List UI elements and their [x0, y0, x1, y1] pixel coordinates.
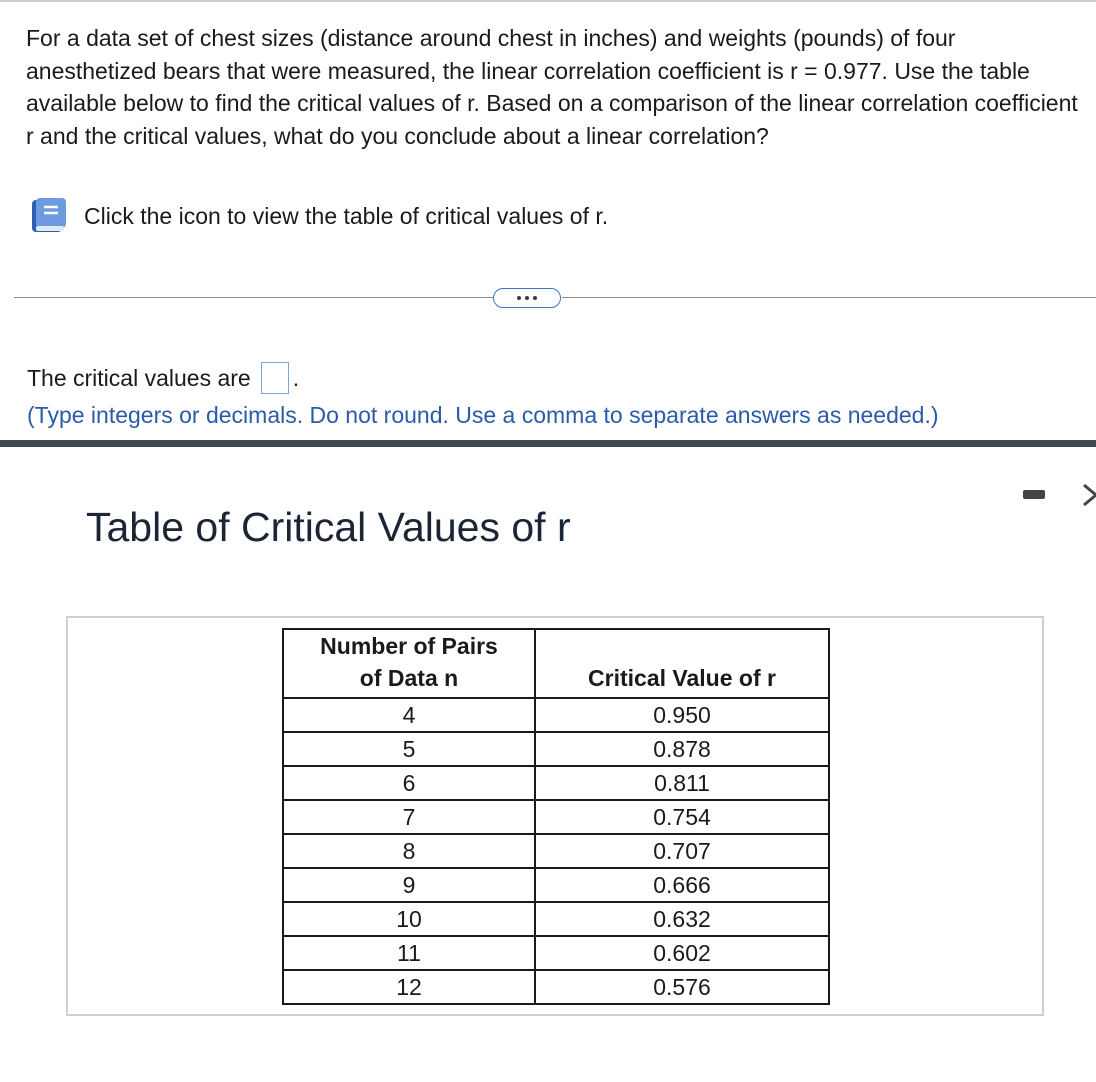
- cell-r: 0.950: [535, 698, 829, 732]
- cell-n: 9: [283, 868, 535, 902]
- cell-r: 0.878: [535, 732, 829, 766]
- more-options-button[interactable]: [493, 288, 561, 308]
- cell-n: 11: [283, 936, 535, 970]
- answer-suffix: .: [292, 364, 300, 391]
- book-icon[interactable]: [28, 196, 70, 236]
- table-row: [283, 970, 829, 1004]
- table-row: [283, 766, 829, 800]
- table-row: [283, 936, 829, 970]
- cell-n: 8: [283, 834, 535, 868]
- cell-r: 0.576: [535, 970, 829, 1004]
- critical-values-table: [282, 628, 830, 1005]
- header-r: Critical Value of r: [535, 629, 829, 698]
- top-rule: [0, 0, 1096, 2]
- cell-n: 12: [283, 970, 535, 1004]
- table-row: [283, 834, 829, 868]
- cell-r: 0.666: [535, 868, 829, 902]
- answer-prompt: The critical values are: [27, 364, 251, 391]
- more-options-icon: [517, 296, 521, 300]
- answer-hint: (Type integers or decimals. Do not round. Use a comma to separate answers as needed.): [27, 402, 939, 428]
- cell-r: 0.632: [535, 902, 829, 936]
- popup-header-bar: [0, 440, 1096, 447]
- header-n: [283, 629, 535, 698]
- header-n-line2: of Data n: [359, 665, 459, 691]
- cell-r: 0.707: [535, 834, 829, 868]
- table-header-row: [283, 629, 829, 698]
- cell-n: 10: [283, 902, 535, 936]
- chevron-right-icon[interactable]: [1078, 482, 1096, 508]
- cell-r: 0.602: [535, 936, 829, 970]
- critical-values-input[interactable]: [261, 362, 289, 394]
- table-row: [283, 732, 829, 766]
- cell-n: 6: [283, 766, 535, 800]
- divider: [562, 297, 1096, 298]
- minimize-icon[interactable]: [1023, 490, 1045, 499]
- answer-line: [27, 362, 299, 394]
- question-text: For a data set of chest sizes (distance around chest in inches) and weights (pounds) of four anesthetized bears that were measured, the linear correlation coefficient is r = 0.977. Use the table available below to find the critical values of r. Based on a comparison of the linear correlation coefficient r and the critical values, what do you conclude about a linear correlation?: [26, 25, 1078, 149]
- cell-n: 4: [283, 698, 535, 732]
- table-row: [283, 868, 829, 902]
- cell-n: 7: [283, 800, 535, 834]
- table-row: [283, 800, 829, 834]
- cell-r: 0.811: [535, 766, 829, 800]
- divider: [14, 297, 494, 298]
- popup-title: Table of Critical Values of r: [86, 504, 571, 550]
- cell-r: 0.754: [535, 800, 829, 834]
- cell-n: 5: [283, 732, 535, 766]
- table-row: [283, 698, 829, 732]
- view-table-link[interactable]: [28, 196, 608, 236]
- header-n-line1: Number of Pairs: [320, 633, 498, 659]
- view-table-text[interactable]: Click the icon to view the table of critical values of r.: [84, 203, 609, 229]
- table-row: [283, 902, 829, 936]
